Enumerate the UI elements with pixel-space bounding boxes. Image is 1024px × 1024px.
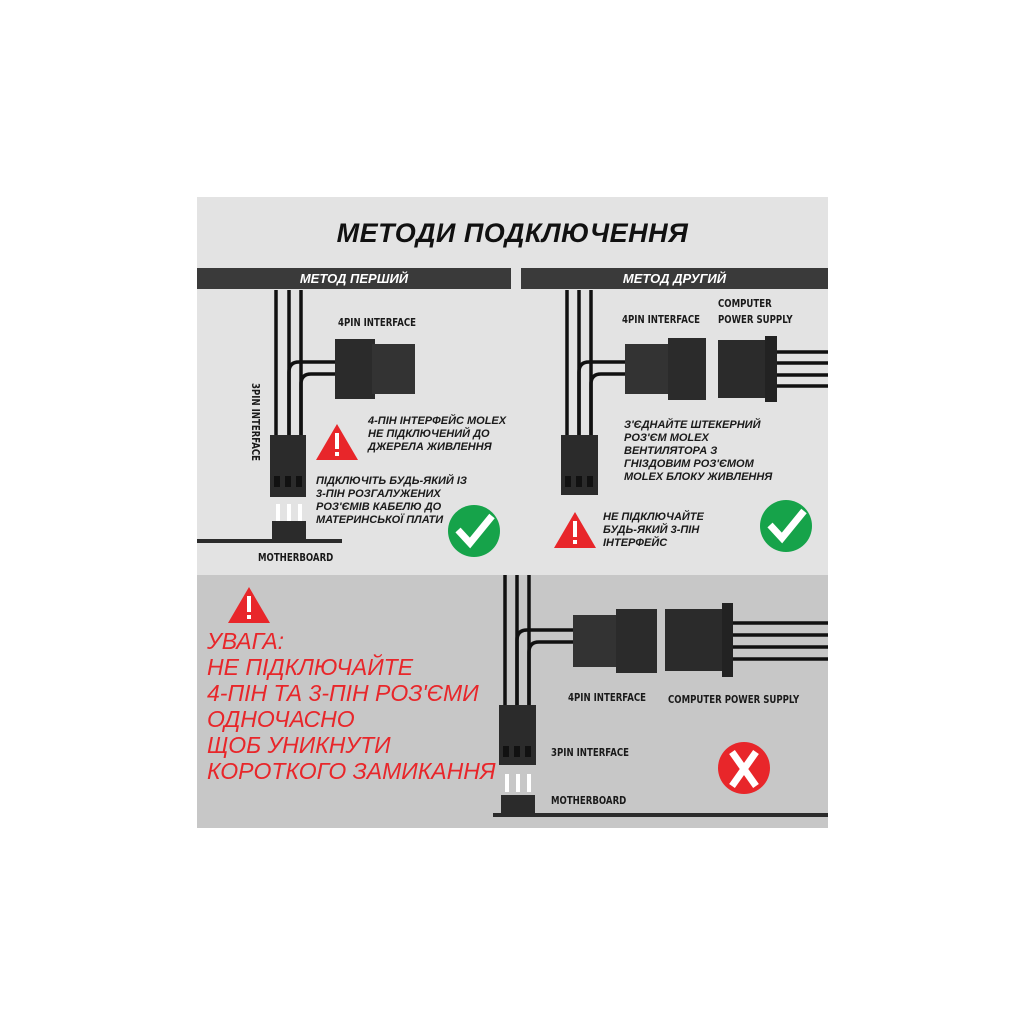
method2-warning: [603, 511, 704, 550]
text-line: ДЖЕРЕЛА ЖИВЛЕННЯ: [368, 441, 492, 453]
label-3pin: 3PIN INTERFACE: [249, 383, 262, 461]
text-line: МАТЕРИНСЬКОЇ ПЛАТИ: [316, 514, 444, 526]
text-line: MOLEX БЛОКУ ЖИВЛЕННЯ: [624, 471, 773, 483]
text-line: ЩОБ УНИКНУТИ: [207, 732, 391, 758]
label-psu: COMPUTER POWER SUPPLY: [668, 693, 800, 706]
caution-text: [207, 628, 496, 784]
text-line: НЕ ПІДКЛЮЧАЙТЕ: [207, 654, 414, 680]
motherboard-header: [501, 795, 535, 814]
method1-header: МЕТОД ПЕРШИЙ: [197, 268, 511, 289]
label-3pin: 3PIN INTERFACE: [551, 746, 629, 759]
cross-icon: [718, 742, 770, 794]
text-line: БУДЬ-ЯКИЙ 3-ПІН: [603, 524, 700, 536]
text-line: НЕ ПІДКЛЮЧАЙТЕ: [603, 511, 704, 523]
wire: [301, 374, 336, 436]
warning-icon: [554, 512, 596, 548]
text-line: НЕ ПІДКЛЮЧЕНИЙ ДО: [368, 428, 490, 440]
text-line: РОЗ'ЄМІВ КАБЕЛЮ ДО: [316, 501, 442, 513]
text-line: З'ЄДНАЙТЕ ШТЕКЕРНИЙ: [624, 419, 761, 431]
motherboard-pins: [505, 774, 531, 792]
psu-wire: [777, 352, 828, 386]
4pin-connector: [335, 339, 375, 399]
4pin-connector: [625, 344, 670, 394]
warning-icon: [316, 424, 358, 460]
text-line: УВАГА:: [207, 628, 285, 654]
psu-connector: [718, 340, 773, 398]
label-4pin: 4PIN INTERFACE: [338, 316, 416, 329]
wire: [591, 374, 626, 436]
text-line: ІНТЕРФЕЙС: [603, 537, 668, 549]
motherboard-board: [493, 813, 828, 817]
text-line: ВЕНТИЛЯТОРА З: [624, 445, 718, 457]
text-line: 3-ПІН РОЗГАЛУЖЕНИХ: [316, 488, 441, 500]
text-line: ГНІЗДОВИМ РОЗ'ЄМОМ: [624, 458, 754, 470]
method2-header: МЕТОД ДРУГИЙ: [521, 268, 828, 289]
warning-icon: [228, 587, 270, 623]
motherboard-board: [197, 539, 342, 543]
label-motherboard: MOTHERBOARD: [551, 794, 627, 807]
motherboard-header: [272, 521, 306, 540]
motherboard-pins: [276, 504, 302, 522]
label-4pin: 4PIN INTERFACE: [622, 313, 700, 326]
text-line: POWER SUPPLY: [718, 313, 793, 326]
label-4pin: 4PIN INTERFACE: [568, 691, 646, 704]
text-line: COMPUTER: [718, 297, 772, 310]
method2-instruction: [624, 419, 772, 484]
text-line: КОРОТКОГО ЗАМИКАННЯ: [207, 758, 496, 784]
text-line: РОЗ'ЄМ MOLEX: [624, 432, 709, 444]
text-line: 4-ПІН ТА 3-ПІН РОЗ'ЄМИ: [207, 680, 479, 706]
3pin-connector: [270, 435, 306, 497]
text-line: ОДНОЧАСНО: [207, 706, 355, 732]
psu-connector: [665, 609, 725, 671]
text-line: 4-ПІН ІНТЕРФЕЙС MOLEX: [368, 415, 507, 427]
check-icon: [760, 500, 812, 552]
page-title: МЕТОДИ ПОДКЛЮЧЕННЯ: [336, 218, 689, 248]
text-line: ПІДКЛЮЧІТЬ БУДЬ-ЯКИЙ ІЗ: [316, 475, 467, 487]
method1-warning: [368, 415, 506, 454]
label-motherboard: MOTHERBOARD: [258, 551, 334, 564]
psu-wire: [733, 623, 828, 659]
4pin-connector: [573, 615, 618, 667]
label-psu: [718, 296, 793, 328]
method1-instruction: [316, 475, 467, 527]
